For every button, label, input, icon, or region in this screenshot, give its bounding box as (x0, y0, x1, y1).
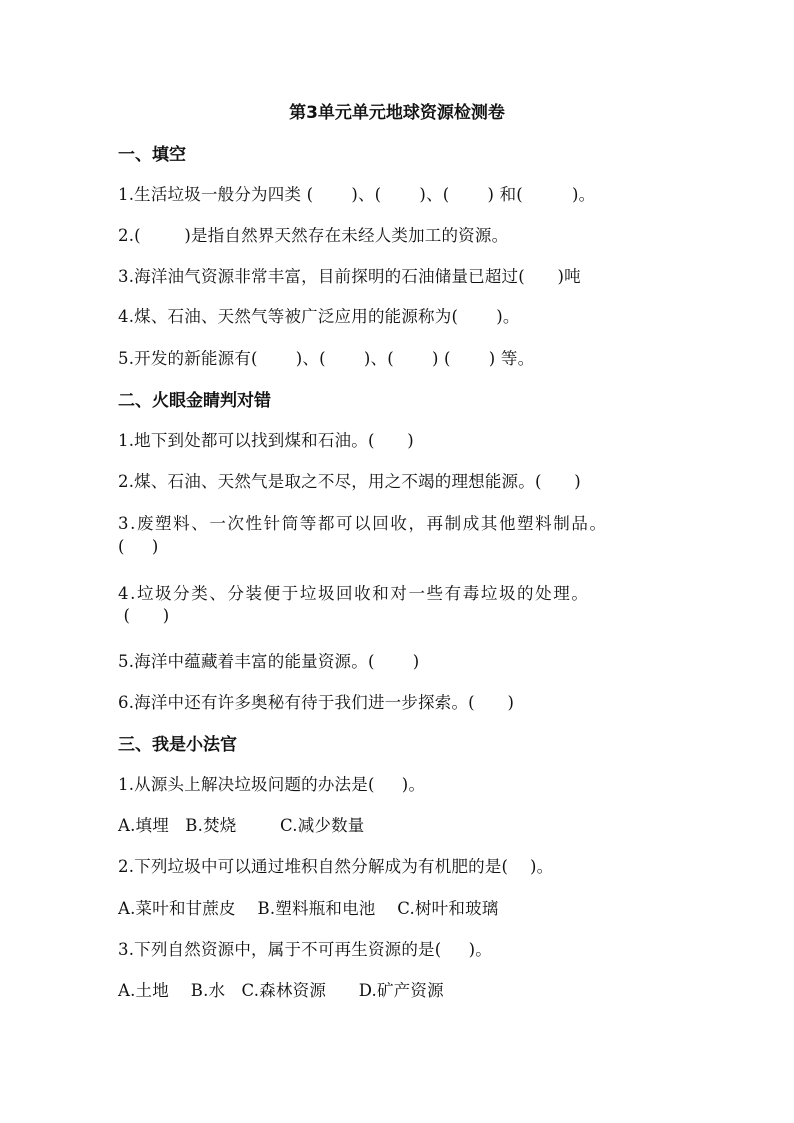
choice-question-1-options: A.填埋 B.焚烧 C.减少数量 (118, 816, 365, 835)
choice-question-3-options: A.土地 B.水 C.森林资源 D.矿产资源 (118, 981, 444, 1000)
section-choice-heading: 三、我是小法官 (118, 735, 237, 755)
tf-question-3-answer: ( ) (118, 537, 159, 556)
tf-question-6: 6.海洋中还有许多奥秘有待于我们进一步探索。( ) (118, 693, 515, 712)
section-fill-in-heading: 一、填空 (118, 145, 186, 165)
fill-question-3: 3.海洋油气资源非常丰富，目前探明的石油储量已超过( )吨 (118, 267, 581, 286)
section-true-false-heading: 二、火眼金睛判对错 (118, 391, 271, 411)
choice-question-2-options: A.菜叶和甘蔗皮 B.塑料瓶和电池 C.树叶和玻璃 (118, 899, 499, 918)
fill-question-2: 2.( )是指自然界天然存在未经人类加工的资源。 (118, 226, 509, 245)
fill-question-5: 5.开发的新能源有( )、( )、( ) ( ) 等。 (118, 349, 535, 368)
tf-question-3: 3.废塑料、一次性针筒等都可以回收，再制成其他塑料制品。 (118, 514, 608, 533)
tf-question-4-answer: ( ) (118, 606, 170, 625)
tf-question-5: 5.海洋中蕴藏着丰富的能量资源。( ) (118, 652, 420, 671)
tf-question-4: 4.垃圾分类、分装便于垃圾回收和对一些有毒垃圾的处理。 (118, 584, 590, 603)
fill-question-1: 1.生活垃圾一般分为四类 ( )、( )、( ) 和( )。 (118, 185, 596, 204)
tf-question-1: 1.地下到处都可以找到煤和石油。( ) (118, 431, 414, 450)
page-title: 第3单元单元地球资源检测卷 (289, 103, 505, 123)
choice-question-3: 3.下列自然资源中，属于不可再生资源的是( )。 (118, 940, 492, 959)
choice-question-2: 2.下列垃圾中可以通过堆积自然分解成为有机肥的是( )。 (118, 857, 554, 876)
choice-question-1: 1.从源头上解决垃圾问题的办法是( )。 (118, 775, 426, 794)
tf-question-2: 2.煤、石油、天然气是取之不尽，用之不竭的理想能源。( ) (118, 472, 581, 491)
fill-question-4: 4.煤、石油、天然气等被广泛应用的能源称为( )。 (118, 307, 520, 326)
